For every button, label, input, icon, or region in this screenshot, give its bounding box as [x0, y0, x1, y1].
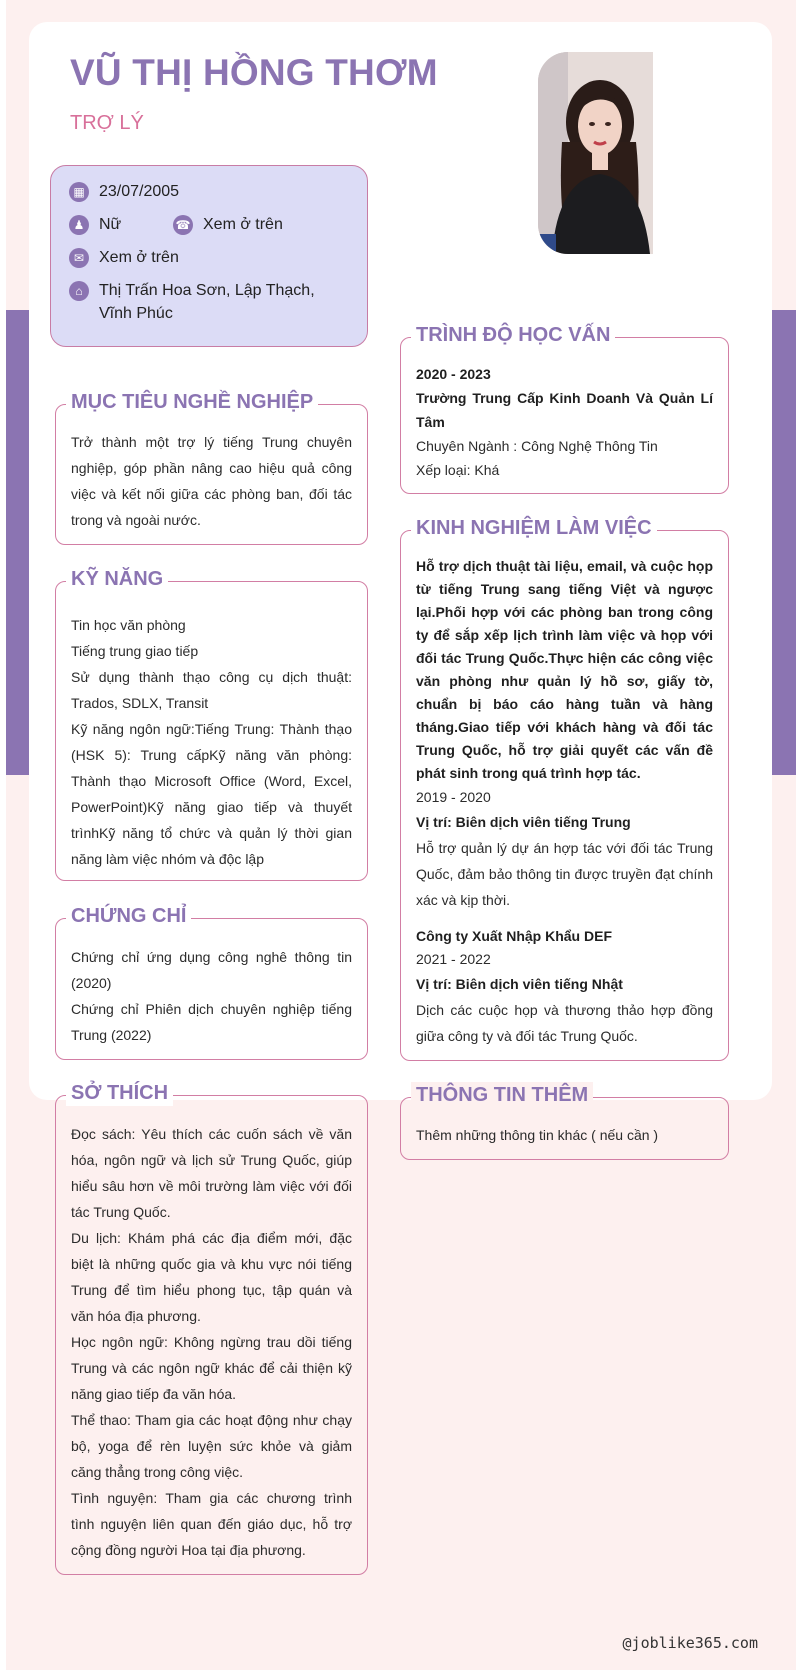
job1-position: Vị trí: Biên dịch viên tiếng Trung: [416, 814, 631, 830]
phone-row: [173, 213, 283, 236]
job1-desc: Hỗ trợ quản lý dự án hợp tác với đối tác Trung Quốc, đảm bảo thông tin được truyền đạt chính xác và kịp thời.: [416, 840, 713, 908]
right-accent-band: [771, 310, 796, 775]
objective-text: Trở thành một trợ lý tiếng Trung chuyên nghiệp, góp phần nâng cao hiệu quả công việc và kết nối giữa các phòng ban, đối tác trong và ngoài nước.: [71, 434, 352, 528]
certificates-list: [71, 944, 352, 1048]
contact-box: [50, 165, 368, 347]
skill-item: Tin học văn phòng: [71, 617, 186, 633]
certificates-section: [55, 905, 368, 1060]
skill-item: Sử dụng thành thạo công cụ dịch thuật: Trados, SDLX, Transit: [71, 669, 352, 711]
calendar-icon: ▦: [69, 182, 89, 202]
birthdate-row: [69, 180, 179, 203]
certificate-item: Chứng chỉ ứng dụng công nghê thông tin (2020): [71, 949, 352, 991]
certificates-title: CHỨNG CHỈ: [66, 903, 191, 929]
job1-period: 2019 - 2020: [416, 789, 491, 805]
education-period: 2020 - 2023: [416, 366, 491, 382]
extra-info-section: [400, 1084, 729, 1160]
certificate-item: Chứng chỉ Phiên dịch chuyên nghiệp tiếng Trung (2022): [71, 1001, 352, 1043]
objective-title: MỤC TIÊU NGHỀ NGHIỆP: [66, 389, 318, 415]
email-value: Xem ở trên: [99, 249, 179, 266]
education-grade: Xếp loại: Khá: [416, 462, 500, 478]
job2-period: 2021 - 2022: [416, 951, 491, 967]
experience-title: KINH NGHIỆM LÀM VIỆC: [411, 515, 657, 541]
phone-icon: ☎: [173, 215, 193, 235]
skills-section: [55, 568, 368, 881]
gender-value: Nữ: [99, 216, 122, 233]
skills-title: KỸ NĂNG: [66, 566, 168, 592]
job2-company: Công ty Xuất Nhập Khẩu DEF: [416, 928, 612, 944]
education-school: Trường Trung Cấp Kinh Doanh Và Quản Lí Tâm: [416, 390, 713, 430]
birthdate-value: 23/07/2005: [99, 183, 180, 200]
education-title: TRÌNH ĐỘ HỌC VẤN: [411, 322, 615, 348]
education-section: [400, 324, 729, 494]
hobbies-section: [55, 1082, 368, 1575]
email-row: [69, 246, 179, 269]
experience-section: [400, 517, 729, 1061]
education-major: Chuyên Ngành : Công Nghệ Thông Tin: [416, 438, 658, 454]
hobbies-list: [71, 1121, 352, 1563]
home-icon: ⌂: [69, 281, 89, 301]
footer-watermark: @joblike365.com: [622, 1634, 758, 1652]
education-body: [416, 362, 713, 482]
hobbies-title: SỞ THÍCH: [66, 1080, 173, 1106]
hobby-item: Đọc sách: Yêu thích các cuốn sách về văn hóa, ngôn ngữ và lịch sử Trung Quốc, giúp hiểu sâu hơn về môi trường làm việc với đối tác Trung Quốc.: [71, 1126, 352, 1220]
candidate-name: VŨ THỊ HỒNG THƠM: [70, 52, 438, 93]
extra-info-title: THÔNG TIN THÊM: [411, 1082, 593, 1108]
candidate-role: TRỢ LÝ: [70, 112, 144, 134]
objective-section: [55, 391, 368, 545]
job2-position: Vị trí: Biên dịch viên tiếng Nhật: [416, 976, 623, 992]
skill-item: Tiếng trung giao tiếp: [71, 643, 199, 659]
hobby-item: Thể thao: Tham gia các hoạt động như chạy bộ, yoga để rèn luyện sức khỏe và giảm căng thẳng trong công việc.: [71, 1412, 352, 1480]
skill-item: Kỹ năng ngôn ngữ:Tiếng Trung: Thành thạo (HSK 5): Trung cấpKỹ năng văn phòng: Thành thạo Microsoft Office (Word, Excel, PowerPoint)Kỹ năng giao tiếp và thuyết trìnhKỹ năng tổ chức và quản lý thời gian năng làm việc nhóm và độc lập: [71, 721, 352, 867]
address-row: [69, 279, 339, 325]
hobby-item: Tình nguyện: Tham gia các chương trình tình nguyện liên quan đến giáo dục, hỗ trợ cộng đồng người Hoa tại địa phương.: [71, 1490, 352, 1558]
extra-info-text: Thêm những thông tin khác ( nếu cần ): [416, 1127, 659, 1143]
gender-row: [69, 213, 121, 236]
experience-intro: Hỗ trợ dịch thuật tài liệu, email, và cuộc họp từ tiếng Trung sang tiếng Việt và ngược lại.Phối hợp với các phòng ban trong công ty để sắp xếp lịch trình làm việc và họp với đối tác Trung Quốc.Thực hiện các công việc văn phòng như quản lý hồ sơ, giấy tờ, chuẩn bị báo cáo hàng tuần và hàng tháng.Giao tiếp với khách hàng và đối tác Trung Quốc, hỗ trợ giải quyết các vấn đề phát sinh trong quá trình hợp tác.: [416, 558, 713, 781]
skills-list: [71, 612, 352, 872]
gender-icon: ♟: [69, 215, 89, 235]
address-value: Thị Trấn Hoa Sơn, Lập Thạch, Vĩnh Phúc: [99, 282, 315, 322]
hobby-item: Học ngôn ngữ: Không ngừng trau dồi tiếng Trung và các ngôn ngữ khác để cải thiện kỹ năng giao tiếp đa văn hóa.: [71, 1334, 352, 1402]
left-accent-band: [6, 310, 30, 775]
portrait-illustration: [538, 52, 653, 254]
experience-body: [416, 555, 713, 1049]
phone-value: Xem ở trên: [203, 216, 283, 233]
hobby-item: Du lịch: Khám phá các địa điểm mới, đặc biệt là những quốc gia và khu vực nói tiếng Trung để tìm hiểu phong tục, tập quán và văn hóa địa phương.: [71, 1230, 352, 1324]
envelope-icon: ✉: [69, 248, 89, 268]
job2-desc: Dịch các cuộc họp và thương thảo hợp đồng giữa công ty và đối tác Trung Quốc.: [416, 1002, 713, 1044]
profile-photo: [538, 52, 653, 254]
